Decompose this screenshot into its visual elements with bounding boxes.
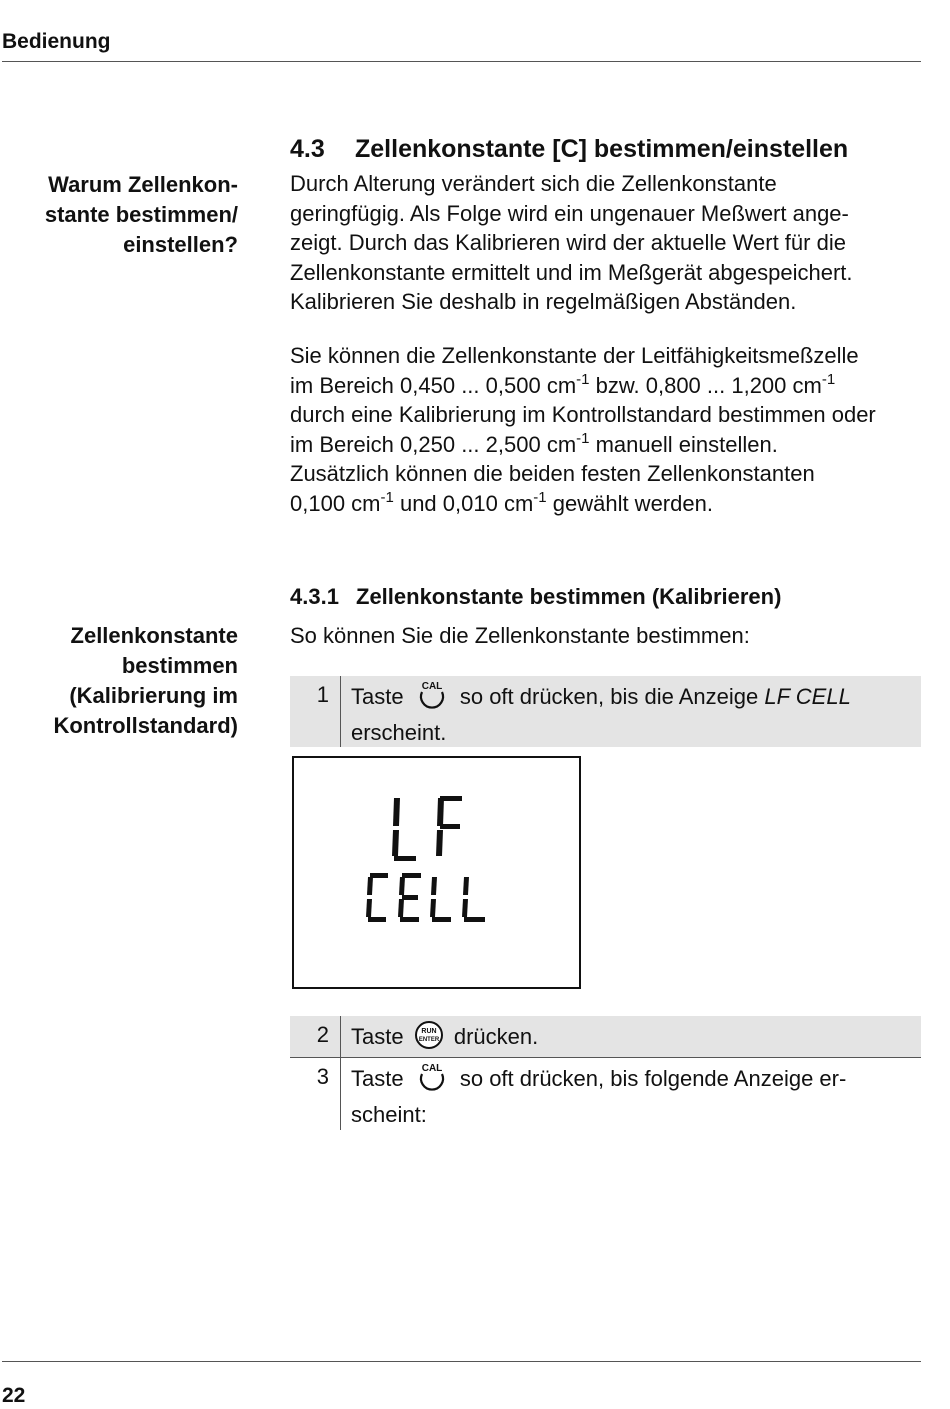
step-text xyxy=(351,1058,921,1138)
paragraph-line: Kalibrieren Sie deshalb in regelmäßigen Abständen. xyxy=(290,289,797,315)
paragraph-line xyxy=(290,430,922,460)
step-text xyxy=(351,676,921,756)
cal-key-icon xyxy=(414,680,450,718)
subsection-intro: So können Sie die Zellenkonstante bestimmen: xyxy=(290,623,750,648)
lcd-seg xyxy=(440,796,462,801)
lcd-seg xyxy=(399,877,405,895)
step-row xyxy=(290,1057,921,1130)
lcd-seg xyxy=(392,830,399,856)
step-number-cell xyxy=(290,1058,341,1130)
exponent: -1 xyxy=(533,488,547,506)
paragraph-line xyxy=(290,371,922,401)
paragraph-line: Zusätzlich können die beiden festen Zellenkonstanten xyxy=(290,461,815,487)
svg-text:RUN: RUN xyxy=(421,1028,437,1035)
lcd-seg xyxy=(393,798,400,826)
section-heading xyxy=(290,134,848,164)
exponent: -1 xyxy=(821,370,836,388)
run-enter-key-icon xyxy=(414,1020,444,1058)
lcd-seg xyxy=(366,899,372,917)
page-number: 22 xyxy=(2,1384,26,1407)
lcd-seg xyxy=(370,873,388,878)
lcd-segments xyxy=(294,758,579,987)
lcd-seg xyxy=(432,917,451,922)
step-number: 1 xyxy=(316,682,329,707)
step-line xyxy=(351,1020,921,1058)
text-run: Taste xyxy=(351,1024,404,1049)
paragraph-line: durch eine Kalibrierung im Kontrollstandard bestimmen oder xyxy=(290,402,876,428)
intro-paragraph xyxy=(290,169,922,317)
text-run: im Bereich 0,450 ... 0,500 cm xyxy=(290,372,577,398)
step-line: scheint: xyxy=(351,1102,427,1127)
header-title: Bedienung xyxy=(2,30,111,53)
step-line xyxy=(351,1062,921,1100)
subsection-title: Zellenkonstante bestimmen (Kalibrieren) xyxy=(356,584,782,609)
lcd-seg xyxy=(430,899,436,917)
paragraph-line: Durch Alterung verändert sich die Zellenkonstante xyxy=(290,171,777,196)
paragraph-line: Zellenkonstante ermittelt und im Meßgerät abgespeichert. xyxy=(290,259,853,285)
lcd-seg xyxy=(400,917,419,922)
margin-label-line: Kontrollstandard) xyxy=(53,713,238,738)
text-run: so oft drücken, bis die Anzeige xyxy=(459,684,759,709)
step-line: erscheint. xyxy=(351,720,447,745)
margin-label-calibration xyxy=(0,621,238,741)
lcd-seg xyxy=(402,895,418,900)
paragraph-line: Sie können die Zellenkonstante der Leitfähigkeitsmeßzelle xyxy=(290,343,859,368)
margin-label-line: stante bestimmen/ xyxy=(44,202,238,227)
lcd-seg xyxy=(367,877,373,895)
margin-label-why xyxy=(0,170,238,260)
text-run: drücken. xyxy=(453,1024,539,1049)
text-run: gewählt werden. xyxy=(546,490,713,516)
lcd-seg xyxy=(431,877,437,895)
subsection-number: 4.3.1 xyxy=(290,584,339,609)
footer-rule xyxy=(2,1361,921,1362)
step-number: 3 xyxy=(316,1064,329,1089)
text-run: im Bereich 0,250 ... 2,500 cm xyxy=(290,431,577,457)
lcd-seg xyxy=(394,856,416,861)
text-run: Taste xyxy=(351,1066,404,1091)
lcd-seg xyxy=(440,824,460,829)
section-title: Zellenkonstante [C] bestimmen/einstellen xyxy=(355,135,849,163)
exponent: -1 xyxy=(576,370,590,388)
text-run: bzw. 0,800 ... 1,200 cm xyxy=(589,372,822,398)
lcd-seg xyxy=(368,917,386,922)
exponent: -1 xyxy=(576,429,590,447)
step-row xyxy=(290,1016,921,1057)
cal-key-icon xyxy=(414,1062,450,1100)
text-run: 0,100 cm xyxy=(290,490,381,516)
exponent: -1 xyxy=(380,488,394,506)
svg-text:CAL: CAL xyxy=(421,681,442,692)
paragraph-line: zeigt. Durch das Kalibrieren wird der aktuelle Wert für die xyxy=(290,230,846,256)
svg-text:ENTER: ENTER xyxy=(418,1037,439,1043)
step-row xyxy=(290,676,921,747)
text-run: so oft drücken, bis folgende Anzeige er- xyxy=(459,1066,847,1091)
lcd-seg xyxy=(462,899,468,917)
step-number: 2 xyxy=(316,1022,329,1047)
text-run: und 0,010 cm xyxy=(393,490,534,516)
paragraph-line: geringfügig. Als Folge wird ein ungenauer Meßwert ange- xyxy=(290,200,849,226)
display-name: LF CELL xyxy=(764,684,851,709)
step-number-cell xyxy=(290,676,341,747)
step-number-cell xyxy=(290,1016,341,1057)
lcd-seg xyxy=(437,798,444,826)
margin-label-line: bestimmen xyxy=(121,653,238,678)
text-run: Taste xyxy=(351,684,404,709)
header-rule xyxy=(2,61,921,62)
lcd-seg xyxy=(402,873,421,878)
margin-label-line: (Kalibrierung im xyxy=(69,683,238,708)
margin-label-line: Warum Zellenkon- xyxy=(48,172,238,197)
section-number: 4.3 xyxy=(290,135,325,163)
lcd-seg xyxy=(398,899,404,917)
paragraph-line xyxy=(290,489,922,519)
lcd-seg xyxy=(464,917,485,922)
lcd-seg xyxy=(436,830,443,856)
margin-label-line: einstellen? xyxy=(123,232,238,257)
range-paragraph xyxy=(290,341,922,519)
subsection-heading xyxy=(290,582,781,612)
margin-label-line: Zellenkonstante xyxy=(70,623,238,648)
lcd-line-2 xyxy=(294,758,295,759)
text-run: manuell einstellen. xyxy=(589,431,778,457)
lcd-display xyxy=(292,756,581,989)
lcd-seg xyxy=(463,877,469,895)
step-line xyxy=(351,680,921,718)
svg-text:CAL: CAL xyxy=(421,1063,442,1074)
